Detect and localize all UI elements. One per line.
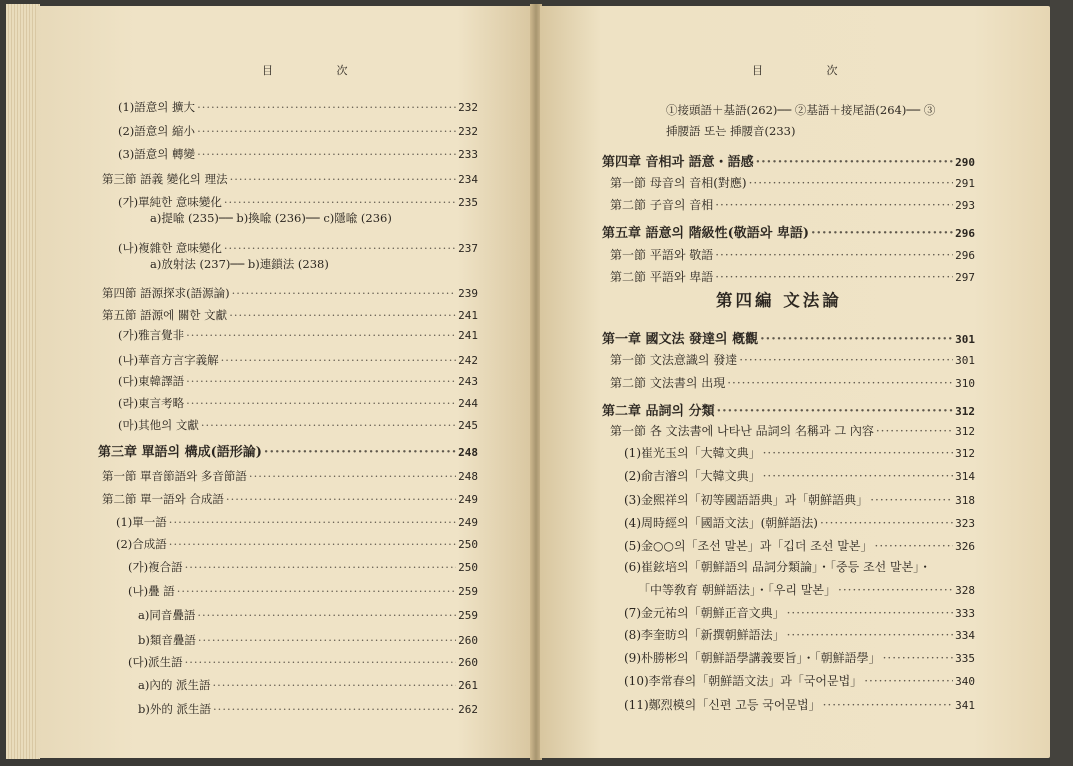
- toc-entry-label: 第五節 語源에 關한 文獻: [102, 308, 228, 322]
- toc-page-number: 296: [955, 227, 975, 240]
- toc-entry-label: b)外的 派生語: [138, 702, 212, 716]
- dot-leader: [197, 100, 456, 114]
- toc-page-number: 237: [458, 242, 478, 255]
- dot-leader: [230, 172, 457, 186]
- toc-entry: [128, 654, 478, 670]
- toc-entry-label: 第一節 單音節語와 多音節語: [102, 469, 247, 483]
- dot-leader: [249, 469, 456, 483]
- toc-page-number: 242: [458, 354, 478, 367]
- dot-leader: [201, 418, 456, 432]
- toc-entry: [602, 222, 975, 241]
- dot-leader: [177, 584, 456, 598]
- toc-page-number: 312: [955, 405, 975, 418]
- dot-leader: [185, 655, 457, 669]
- toc-entry: [624, 537, 975, 554]
- toc-entry-label: (가)單純한 意味變化: [118, 195, 222, 209]
- left-note-2: a)放射法 (237)── b)連鎖法 (238): [150, 257, 329, 271]
- dot-leader: [213, 702, 456, 716]
- toc-entry-label: (4)周時經의「國語文法」(朝鮮語法): [624, 516, 818, 530]
- toc-page-number: 318: [955, 494, 975, 507]
- right-page: [540, 6, 1050, 758]
- toc-entry: [624, 649, 975, 666]
- toc-entry-label: (라)東言考略: [118, 396, 185, 410]
- toc-entry-label: (3)金熙祥의「初等國語語典」과「朝鮮語典」: [624, 493, 869, 507]
- right-note-2: 挿腰語 또는 挿腰音(233): [666, 124, 796, 138]
- dot-leader: [787, 628, 954, 642]
- toc-entry: [138, 701, 478, 717]
- toc-entry-label: (7)金元祐의「朝鮮正音文典」: [624, 606, 785, 620]
- toc-page-number: 232: [458, 101, 478, 114]
- dot-leader: [224, 241, 456, 255]
- toc-page-number: 310: [955, 377, 975, 390]
- dot-leader: [213, 678, 457, 692]
- toc-entry: [102, 307, 478, 323]
- page-edges: [6, 4, 40, 759]
- dot-leader: [198, 633, 456, 647]
- toc-entry-label: b)類音疊語: [138, 633, 196, 647]
- toc-entry: [128, 559, 478, 575]
- dot-leader: [883, 651, 954, 665]
- toc-entry-label: 第三節 語義 變化의 理法: [102, 172, 228, 186]
- dot-leader: [739, 353, 953, 367]
- toc-entry: [610, 422, 975, 439]
- toc-page-number: 328: [955, 584, 975, 597]
- toc-entry: [624, 626, 975, 643]
- dot-leader: [232, 286, 456, 300]
- dot-leader: [787, 606, 954, 620]
- toc-entry-label: 第一節 各 文法書에 나타난 品詞의 名稱과 그 內容: [610, 424, 874, 438]
- toc-entry-label: (8)李奎昉의「新撰朝鮮語法」: [624, 628, 785, 642]
- toc-page-number: 312: [955, 425, 975, 438]
- toc-page-number: 249: [458, 493, 478, 506]
- left-page-header: 目 次: [262, 64, 378, 77]
- toc-entry-label: 第一節 文法意識의 發達: [610, 353, 738, 367]
- toc-entry: [98, 441, 478, 460]
- dot-leader: [760, 332, 953, 347]
- toc-entry: [602, 400, 975, 419]
- book-cover-edge: [1050, 0, 1073, 766]
- toc-entry-label: (2)合成語: [116, 537, 167, 551]
- dot-leader: [224, 195, 456, 209]
- toc-page-number: 249: [458, 516, 478, 529]
- dot-leader: [197, 608, 456, 622]
- toc-entry-label: (2)語意의 縮小: [118, 124, 196, 138]
- dot-leader: [749, 176, 954, 190]
- toc-entry-label: (11)鄭烈模의「신편 고등 국어문법」: [624, 698, 821, 712]
- dot-leader: [870, 493, 953, 507]
- toc-entry: [610, 246, 975, 263]
- toc-entry: [138, 607, 478, 623]
- toc-page-number: 333: [955, 607, 975, 620]
- toc-entry-label: (5)金○○의「조선 말본」과「깁더 조선 말본」: [624, 539, 873, 553]
- toc-entry: [610, 268, 975, 285]
- toc-page-number: 245: [458, 419, 478, 432]
- right-toc-list: [540, 6, 1050, 758]
- toc-entry: [128, 583, 478, 599]
- toc-entry-label: (1)語意의 擴大: [118, 100, 196, 114]
- dot-leader: [756, 155, 954, 170]
- toc-page-number: 301: [955, 333, 975, 346]
- toc-page-number: 323: [955, 517, 975, 530]
- left-toc-list: [36, 6, 532, 758]
- toc-entry-label: (마)其他의 文獻: [118, 418, 199, 432]
- dot-leader: [838, 583, 953, 597]
- toc-entry: [610, 174, 975, 191]
- toc-entry: [624, 514, 975, 531]
- toc-entry-label: 第五章 語意의 階級性(敬語와 卑語): [602, 226, 809, 241]
- dot-leader: [197, 147, 456, 161]
- toc-page-number: 297: [955, 271, 975, 284]
- toc-page-number: 312: [955, 447, 975, 460]
- dot-leader: [727, 376, 953, 390]
- toc-entry: [118, 373, 478, 389]
- toc-entry: [102, 171, 478, 187]
- dot-leader: [864, 674, 953, 688]
- toc-page-number: 314: [955, 470, 975, 483]
- toc-entry: [138, 632, 478, 648]
- toc-entry-label: 第一節 母音의 音相(對應): [610, 176, 747, 190]
- toc-entry: [610, 351, 975, 368]
- toc-entry: [138, 677, 478, 693]
- toc-entry-label: (6)崔鉉培의「朝鮮語의 品詞分類論」・「중등 조선 말본」・: [624, 560, 932, 574]
- dot-leader: [820, 516, 953, 530]
- toc-entry-label: (2)俞吉濬의「大韓文典」: [624, 469, 761, 483]
- toc-page-number: 262: [458, 703, 478, 716]
- toc-entry: [602, 328, 975, 347]
- dot-leader: [197, 124, 456, 138]
- toc-entry: [118, 327, 478, 343]
- dot-leader: [717, 404, 954, 419]
- toc-entry-label: a)內的 派生語: [138, 678, 211, 692]
- dot-leader: [811, 226, 953, 241]
- toc-entry-label: 第二節 子音의 音相: [610, 198, 714, 212]
- toc-page-number: 239: [458, 287, 478, 300]
- dot-leader: [229, 308, 456, 322]
- dot-leader: [185, 560, 457, 574]
- toc-entry: [116, 514, 478, 530]
- dot-leader: [715, 198, 953, 212]
- toc-entry-label: (나)疊 語: [128, 584, 175, 598]
- toc-page-number: 233: [458, 148, 478, 161]
- toc-entry: [638, 581, 975, 598]
- dot-leader: [264, 445, 456, 460]
- toc-page-number: 296: [955, 249, 975, 262]
- toc-entry-label: (가)複合語: [128, 560, 183, 574]
- dot-leader: [226, 492, 456, 506]
- toc-page-number: 261: [458, 679, 478, 692]
- dot-leader: [875, 539, 954, 553]
- toc-entry: [102, 491, 478, 507]
- toc-entry: [102, 285, 478, 301]
- toc-entry-label: 第四節 語源探求(語源論): [102, 286, 230, 300]
- dot-leader: [186, 374, 456, 388]
- dot-leader: [221, 353, 457, 367]
- toc-entry: [624, 467, 975, 484]
- toc-entry-label: (다)派生語: [128, 655, 183, 669]
- toc-page-number: 232: [458, 125, 478, 138]
- dot-leader: [763, 469, 954, 483]
- toc-entry-label: (나)華音方言字義解: [118, 353, 219, 367]
- toc-entry: [624, 491, 975, 508]
- toc-page-number: 326: [955, 540, 975, 553]
- toc-entry-label: 第一章 國文法 發達의 槪觀: [602, 332, 759, 347]
- toc-entry: [602, 151, 975, 170]
- toc-entry: [624, 558, 931, 575]
- toc-page-number: 260: [458, 634, 478, 647]
- toc-page-number: 241: [458, 309, 478, 322]
- toc-entry-label: a)同音疊語: [138, 608, 196, 622]
- dot-leader: [186, 328, 456, 342]
- toc-page-number: 341: [955, 699, 975, 712]
- toc-entry: [624, 696, 975, 713]
- toc-entry: [102, 468, 478, 484]
- left-page: [36, 6, 532, 758]
- toc-entry-label: 第二節 單一語와 合成語: [102, 492, 224, 506]
- toc-entry-label: (1)單一語: [116, 515, 167, 529]
- part-title: 第四編 文法論: [716, 291, 842, 310]
- toc-page-number: 250: [458, 538, 478, 551]
- toc-page-number: 244: [458, 397, 478, 410]
- toc-entry-label: (9)朴勝彬의「朝鮮語學講義要旨」・「朝鮮語學」: [624, 651, 881, 665]
- toc-page-number: 259: [458, 585, 478, 598]
- toc-entry-label: (1)崔光玉의「大韓文典」: [624, 446, 761, 460]
- toc-page-number: 241: [458, 329, 478, 342]
- toc-entry: [118, 146, 478, 162]
- toc-entry: [610, 196, 975, 213]
- toc-page-number: 260: [458, 656, 478, 669]
- dot-leader: [763, 446, 954, 460]
- toc-entry-label: (나)複雜한 意味變化: [118, 241, 222, 255]
- toc-page-number: 291: [955, 177, 975, 190]
- toc-entry: [118, 417, 478, 433]
- toc-entry: [118, 352, 478, 368]
- toc-page-number: 335: [955, 652, 975, 665]
- toc-page-number: 248: [458, 470, 478, 483]
- dot-leader: [715, 248, 953, 262]
- toc-entry: [118, 395, 478, 411]
- dot-leader: [823, 698, 954, 712]
- toc-entry: [118, 240, 478, 256]
- toc-entry-label: (3)語意의 轉變: [118, 147, 196, 161]
- toc-entry-label: (다)東韓譯語: [118, 374, 185, 388]
- toc-page-number: 290: [955, 156, 975, 169]
- toc-entry-label: 第四章 音相과 語意・語感: [602, 155, 754, 170]
- toc-entry: [624, 604, 975, 621]
- dot-leader: [169, 515, 456, 529]
- toc-entry: [118, 123, 478, 139]
- toc-page-number: 334: [955, 629, 975, 642]
- toc-page-number: 259: [458, 609, 478, 622]
- toc-entry-label: 第一節 平語와 敬語: [610, 248, 714, 262]
- toc-entry-label: 第三章 單語의 構成(語形論): [98, 445, 262, 460]
- toc-page-number: 301: [955, 354, 975, 367]
- toc-page-number: 235: [458, 196, 478, 209]
- toc-entry-label: 第二節 文法書의 出現: [610, 376, 726, 390]
- toc-page-number: 250: [458, 561, 478, 574]
- toc-page-number: 248: [458, 446, 478, 459]
- toc-entry-label: 第二章 品詞의 分類: [602, 404, 715, 419]
- dot-leader: [715, 270, 953, 284]
- toc-entry: [610, 374, 975, 391]
- dot-leader: [169, 537, 456, 551]
- toc-entry-label: (가)雅言覺非: [118, 328, 185, 342]
- dot-leader: [876, 424, 953, 438]
- toc-entry-label: 第二節 平語와 卑語: [610, 270, 714, 284]
- toc-entry-label: (10)李常春의「朝鮮語文法」과「국어문법」: [624, 674, 863, 688]
- toc-entry: [624, 672, 975, 689]
- toc-entry: [116, 536, 478, 552]
- toc-entry-label: 「中等敎育 朝鮮語法」・「우리 말본」: [638, 583, 836, 597]
- right-note-1: ①接頭語＋基語(262)── ②基語＋接尾語(264)── ③: [666, 103, 936, 117]
- toc-entry: [118, 194, 478, 210]
- toc-entry: [624, 444, 975, 461]
- left-note-1: a)提喩 (235)── b)換喩 (236)── c)隱喩 (236): [150, 211, 392, 225]
- right-page-header: 目 次: [752, 64, 868, 77]
- toc-page-number: 293: [955, 199, 975, 212]
- toc-entry: [118, 99, 478, 115]
- toc-page-number: 243: [458, 375, 478, 388]
- dot-leader: [186, 396, 456, 410]
- toc-page-number: 234: [458, 173, 478, 186]
- toc-page-number: 340: [955, 675, 975, 688]
